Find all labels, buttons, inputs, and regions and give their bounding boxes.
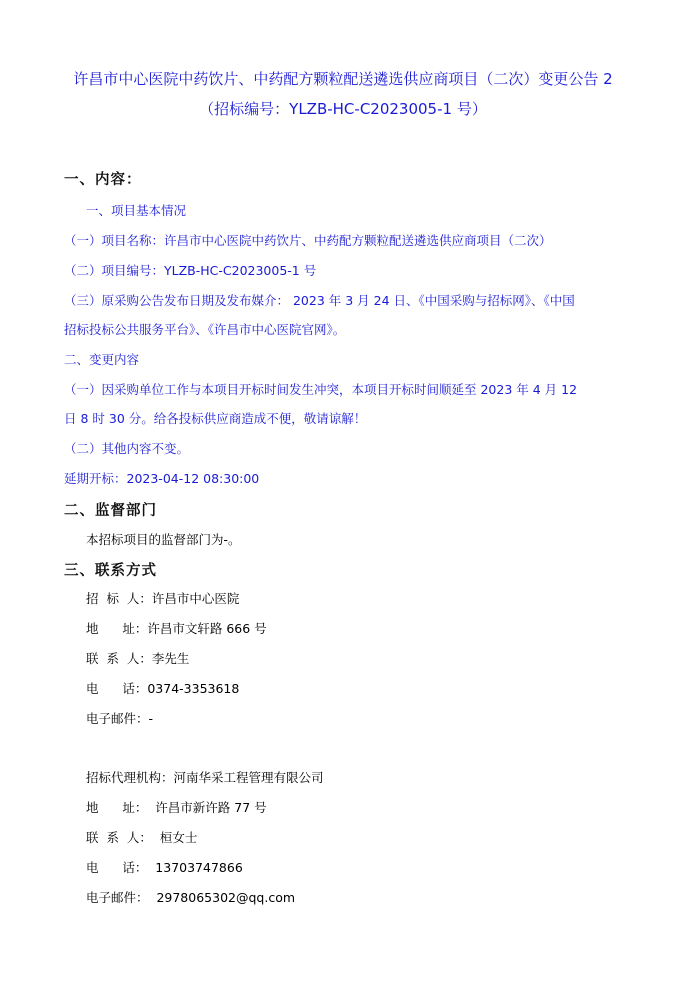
change-item-1-line1: （一）因采购单位工作与本项目开标时间发生冲突，本项目开标时间顺延至 2023 年 4 月 12 [64,382,578,397]
tender-number-subtitle: （招标编号：YLZB-HC-C2023005-1 号） [199,100,487,118]
content-heading: 一、内容： [64,172,142,188]
tenderer-contact: 联 系 人：李先生 [86,651,190,666]
agency-address: 地 址： 许昌市新许路 77 号 [86,800,267,815]
basic-info-heading: 一、项目基本情况 [86,203,187,218]
tenderer-phone: 电 话：0374-3353618 [86,681,240,696]
original-notice-line2: 招标投标公共服务平台》、《许昌市中心医院官网》。 [64,322,346,337]
supervision-heading: 二、监督部门 [64,503,157,519]
original-notice-line1: （三）原采购公告发布日期及发布媒介： 2023 年 3 月 24 日、《中国采购与招标网》、《中国 [64,293,575,308]
delayed-opening-time: 延期开标：2023-04-12 08:30:00 [64,471,260,486]
agency-email[interactable]: 电子邮件： 2978065302@qq.com [86,890,296,905]
tenderer-address: 地 址：许昌市文轩路 666 号 [86,621,267,636]
agency-name: 招标代理机构：河南华采工程管理有限公司 [86,770,324,785]
change-heading: 二、变更内容 [64,352,140,367]
change-item-2: （二）其他内容不变。 [64,441,190,456]
contact-heading: 三、联系方式 [64,563,157,579]
project-name: （一）项目名称：许昌市中心医院中药饮片、中药配方颗粒配送遴选供应商项目（二次） [64,233,552,248]
page-title: 许昌市中心医院中药饮片、中药配方颗粒配送遴选供应商项目（二次）变更公告 2 [73,70,613,88]
tenderer-email: 电子邮件：- [86,711,154,726]
tenderer-name: 招 标 人：许昌市中心医院 [86,591,240,606]
agency-contact: 联 系 人： 桓女士 [86,830,198,845]
change-item-1-line2: 日 8 时 30 分。给各投标供应商造成不便，敬请谅解！ [64,411,367,426]
project-number: （二）项目编号：YLZB-HC-C2023005-1 号 [64,263,317,278]
supervision-text: 本招标项目的监督部门为-。 [86,532,241,547]
agency-phone: 电 话： 13703747866 [86,860,243,875]
